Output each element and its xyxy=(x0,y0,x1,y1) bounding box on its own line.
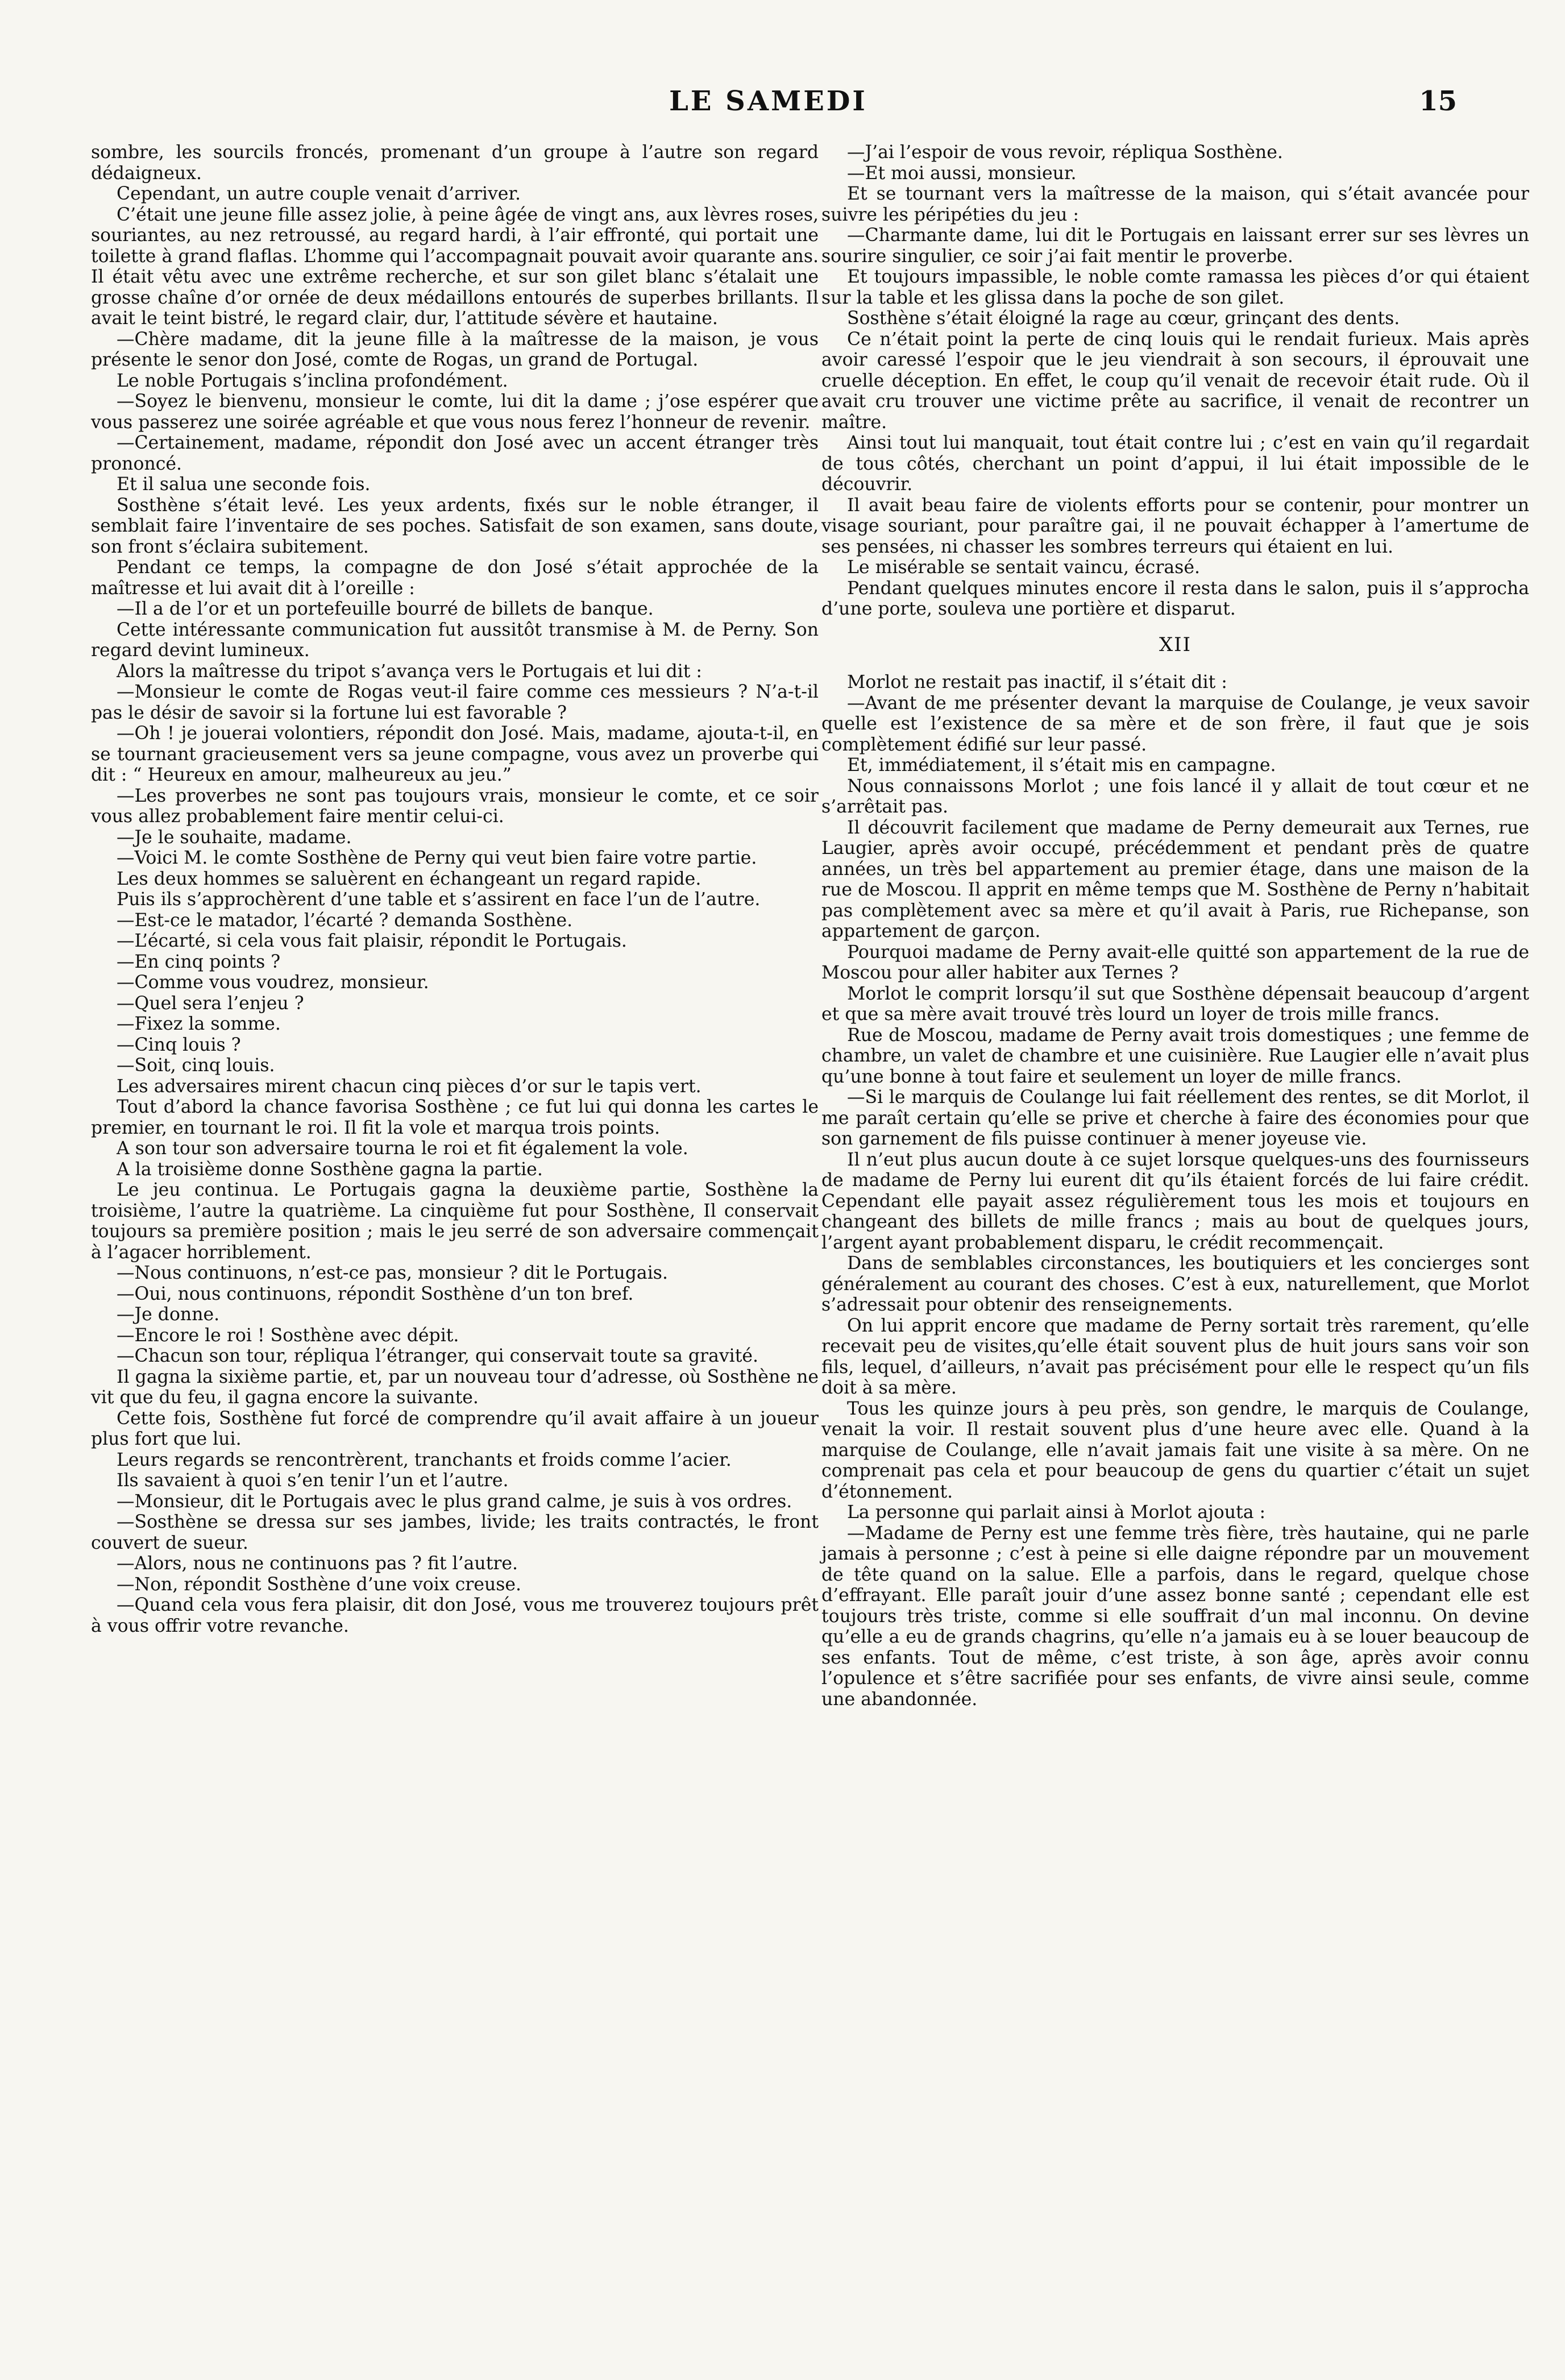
paragraph: —Je le souhaite, madame. xyxy=(117,827,352,848)
paragraph: Leurs regards se rencontrèrent, tranchants et froids comme l’acier. xyxy=(117,1449,732,1470)
paragraph: Cette fois, Sosthène fut forcé de comprendre qu’il avait affaire à un joueur plus fort que lui. xyxy=(91,1408,819,1449)
paragraph: —Et moi aussi, monsieur. xyxy=(847,163,1077,184)
paragraph: —Monsieur, dit le Portugais avec le plus grand calme, je suis à vos ordres. xyxy=(117,1491,792,1512)
paragraph: —Certainement, madame, répondit don José avec un accent étranger très prononcé. xyxy=(91,433,819,474)
paragraph: —Encore le roi ! Sosthène avec dépit. xyxy=(117,1325,459,1346)
paragraph: Il gagna la sixième partie, et, par un nouveau tour d’adresse, où Sosthène ne vit que du feu, il gagna encore la suivante. xyxy=(91,1366,819,1408)
paragraph: —Comme vous voudrez, monsieur. xyxy=(117,972,429,993)
paragraph: Les adversaires mirent chacun cinq pièces d’or sur le tapis vert. xyxy=(117,1076,701,1097)
paragraph: Pendant quelques minutes encore il resta dans le salon, puis il s’approcha d’une porte, souleva une portière et disparut. xyxy=(821,578,1529,619)
paragraph: Rue de Moscou, madame de Perny avait trois domestiques ; une femme de chambre, un valet de chambre et une cuisinière. Rue Laugier elle n’avait plus qu’une bonne à tout faire et seulement un loyer de mille francs. xyxy=(821,1025,1529,1087)
paragraph: —Quand cela vous fera plaisir, dit don José, vous me trouverez toujours prêt à vous offrir votre revanche. xyxy=(91,1595,819,1636)
paragraph: —Voici M. le comte Sosthène de Perny qui veut bien faire votre partie. xyxy=(117,848,757,868)
paragraph: Morlot le comprit lorsqu’il sut que Sosthène dépensait beaucoup d’argent et que sa mère avait trouvé très lourd un loyer de trois mille francs. xyxy=(821,983,1529,1025)
paragraph: Il avait beau faire de violents efforts pour se contenir, pour montrer un visage souriant, pour paraître gai, il ne pouvait échapper à l’amertume de ses pensées, ni chasser les sombres terreurs qui étaient en lui. xyxy=(821,495,1529,557)
paragraph: Sosthène s’était éloigné la rage au cœur, grinçant des dents. xyxy=(847,308,1400,329)
left-column xyxy=(91,142,819,1636)
paragraph: Le noble Portugais s’inclina profondément. xyxy=(117,370,508,391)
paragraph: —Si le marquis de Coulange lui fait réellement des rentes, se dit Morlot, il me paraît certain qu’elle se prive et cherche à faire des économies pour que son garnement de fils puisse continuer à mener joyeuse vie. xyxy=(821,1087,1529,1149)
paragraph: —Fixez la somme. xyxy=(117,1014,281,1034)
paragraph: La personne qui parlait ainsi à Morlot ajouta : xyxy=(847,1502,1266,1523)
right-column-part-one xyxy=(821,142,1529,620)
paragraph: —Les proverbes ne sont pas toujours vrais, monsieur le comte, et ce soir vous allez probablement faire mentir celui-ci. xyxy=(91,785,819,827)
paragraph: —Quel sera l’enjeu ? xyxy=(117,993,304,1014)
paragraph: Il n’eut plus aucun doute à ce sujet lorsque quelques-uns des fournisseurs de madame de Perny lui eurent dit qu’ils étaient forcés de lui faire crédit. Cependant elle payait assez régulièrement tous les mois et toujours en changeant des billets de mille francs ; mais au bout de quelques jours, l’argent ayant probablement disparu, le crédit recommençait. xyxy=(821,1149,1529,1253)
right-column-part-two xyxy=(821,672,1529,1710)
paragraph: Nous connaissons Morlot ; une fois lancé il y allait de tout cœur et ne s’arrêtait pas. xyxy=(821,776,1529,817)
paragraph: Et toujours impassible, le noble comte ramassa les pièces d’or qui étaient sur la table et les glissa dans la poche de son gilet. xyxy=(821,267,1529,308)
paragraph: —Chère madame, dit la jeune fille à la maîtresse de la maison, je vous présente le senor don José, comte de Rogas, un grand de Portugal. xyxy=(91,329,819,370)
paragraph: Dans de semblables circonstances, les boutiquiers et les concierges sont généralement au courant des choses. C’est à eux, naturellement, que Morlot s’adressait pour obtenir des renseignements. xyxy=(821,1253,1529,1315)
paragraph: Et il salua une seconde fois. xyxy=(117,474,371,495)
paragraph: Et se tournant vers la maîtresse de la maison, qui s’était avancée pour suivre les péripéties du jeu : xyxy=(821,184,1529,225)
paragraph: —Soyez le bienvenu, monsieur le comte, lui dit la dame ; j’ose espérer que vous passerez une soirée agréable et que vous nous ferez l’honneur de revenir. xyxy=(91,391,819,433)
paragraph: Il découvrit facilement que madame de Perny demeurait aux Ternes, rue Laugier, après avoir occupé, précédemment et pendant près de quatre années, un très bel appartement au premier étage, dans une maison de la rue de Moscou. Il apprit en même temps que M. Sosthène de Perny n’habitait pas complètement avec sa mère et qu’il avait à Paris, rue Richepanse, son appartement de garçon. xyxy=(821,817,1529,942)
paragraph: —Nous continuons, n’est-ce pas, monsieur ? dit le Portugais. xyxy=(117,1263,668,1283)
paragraph: —Sosthène se dressa sur ses jambes, livide; les traits contractés, le front couvert de sueur. xyxy=(91,1512,819,1553)
page-header xyxy=(80,85,1457,131)
paragraph: Ils savaient à quoi s’en tenir l’un et l’autre. xyxy=(117,1470,509,1491)
paragraph: Tous les quinze jours à peu près, son gendre, le marquis de Coulange, venait la voir. Il restait souvent plus d’une heure avec elle. Quand à la marquise de Coulange, elle n’avait jamais fait une visite à sa mère. On ne comprenait pas cela et pour beaucoup de gens du quartier c’était un sujet d’étonnement. xyxy=(821,1398,1529,1502)
paragraph: Le jeu continua. Le Portugais gagna la deuxième partie, Sosthène la troisième, l’autre la quatrième. La cinquième fut pour Sosthène, Il conservait toujours sa première position ; mais le jeu serré de son adversaire commençait à l’agacer horriblement. xyxy=(91,1180,819,1263)
paragraph: —L’écarté, si cela vous fait plaisir, répondit le Portugais. xyxy=(117,931,627,951)
paragraph: C’était une jeune fille assez jolie, à peine âgée de vingt ans, aux lèvres roses, souriantes, au nez retroussé, au regard hardi, à l’air effronté, qui portait une toilette à grand flaflas. L’homme qui l’accompagnait pouvait avoir quarante ans. Il était vêtu avec une extrême recherche, et sur son gilet blanc s’étalait une grosse chaîne d’or ornée de deux médaillons entourés de superbes brillants. Il avait le teint bistré, le regard clair, dur, l’attitude sévère et hautaine. xyxy=(91,204,819,329)
right-column xyxy=(821,142,1529,1710)
paragraph: Et, immédiatement, il s’était mis en campagne. xyxy=(847,755,1276,776)
paragraph: —Avant de me présenter devant la marquise de Coulange, je veux savoir quelle est l’existence de sa mère et de son frère, il faut que je sois complètement édifié sur leur passé. xyxy=(821,693,1529,755)
paragraph: A son tour son adversaire tourna le roi et fit également la vole. xyxy=(117,1138,688,1159)
paragraph: Alors la maîtresse du tripot s’avança vers le Portugais et lui dit : xyxy=(117,661,703,682)
paragraph: Puis ils s’approchèrent d’une table et s’assirent en face l’un de l’autre. xyxy=(117,889,761,910)
paragraph: Tout d’abord la chance favorisa Sosthène ; ce fut lui qui donna les cartes le premier, en tournant le roi. Il fit la vole et marqua trois points. xyxy=(91,1097,819,1138)
paragraph: On lui apprit encore que madame de Perny sortait très rarement, qu’elle recevait peu de visites,qu’elle était souvent plus de huit jours sans voir son fils, lequel, d’ailleurs, n’avait pas précisément pour elle le respect qu’un fils doit à sa mère. xyxy=(821,1315,1529,1398)
paragraph: —Chacun son tour, répliqua l’étranger, qui conservait toute sa gravité. xyxy=(117,1346,759,1366)
paragraph: Ce n’était point la perte de cinq louis qui le rendait furieux. Mais après avoir caressé l’espoir que le jeu viendrait à son secours, il éprouvait une cruelle déception. En effet, le coup qu’il venait de recevoir était rude. Où il avait cru trouver une victime prête au sacrifice, il venait de recontrer un maître. xyxy=(821,329,1529,433)
paragraph: Sosthène s’était levé. Les yeux ardents, fixés sur le noble étranger, il semblait faire l’inventaire de ses poches. Satisfait de son examen, sans doute, son front s’éclaira subitement. xyxy=(91,495,819,557)
paragraph: —Oui, nous continuons, répondit Sosthène d’un ton bref. xyxy=(117,1283,634,1304)
paragraph: —Je donne. xyxy=(117,1304,220,1325)
chapter-heading: XII xyxy=(1159,633,1192,656)
paragraph: A la troisième donne Sosthène gagna la partie. xyxy=(117,1159,543,1180)
paragraph: —Non, répondit Sosthène d’une voix creuse. xyxy=(117,1574,522,1595)
paragraph: Cependant, un autre couple venait d’arriver. xyxy=(117,184,521,204)
paragraph: Pourquoi madame de Perny avait-elle quitté son appartement de la rue de Moscou pour aller habiter aux Ternes ? xyxy=(821,942,1529,983)
paragraph: Ainsi tout lui manquait, tout était contre lui ; c’est en vain qu’il regardait de tous côtés, cherchant un point d’appui, il lui était impossible de le découvrir. xyxy=(821,433,1529,495)
paragraph: Pendant ce temps, la compagne de don José s’était approchée de la maîtresse et lui avait dit à l’oreille : xyxy=(91,557,819,599)
paragraph: Morlot ne restait pas inactif, il s’était dit : xyxy=(847,672,1227,693)
paragraph: —Est-ce le matador, l’écarté ? demanda Sosthène. xyxy=(117,910,573,931)
paragraph: —Charmante dame, lui dit le Portugais en laissant errer sur ses lèvres un sourire singulier, ce soir j’ai fait mentir le proverbe. xyxy=(821,225,1529,267)
paragraph: —Il a de l’or et un portefeuille bourré de billets de banque. xyxy=(117,599,654,619)
paragraph: Cette intéressante communication fut aussitôt transmise à M. de Perny. Son regard devint lumineux. xyxy=(91,619,819,661)
paragraph: —Cinq louis ? xyxy=(117,1034,241,1055)
page-number: 15 xyxy=(1419,85,1457,117)
paragraph: sombre, les sourcils froncés, promenant d’un groupe à l’autre son regard dédaigneux. xyxy=(91,142,819,184)
paragraph: —Oh ! je jouerai volontiers, répondit don José. Mais, madame, ajouta-t-il, en se tournant gracieusement vers sa jeune compagne, vous avez un proverbe qui dit : “ Heureux en amour, malheureux au jeu.” xyxy=(91,723,819,785)
paragraph: —Monsieur le comte de Rogas veut-il faire comme ces messieurs ? N’a-t-il pas le désir de savoir si la fortune lui est favorable ? xyxy=(91,682,819,723)
publication-title: LE SAMEDI xyxy=(669,85,867,117)
paragraph: —Soit, cinq louis. xyxy=(117,1055,275,1076)
paragraph: —En cinq points ? xyxy=(117,951,281,972)
paragraph: —Alors, nous ne continuons pas ? fit l’autre. xyxy=(117,1553,518,1574)
paragraph: —Madame de Perny est une femme très fière, très hautaine, qui ne parle jamais à personne ; c’est à peine si elle daigne répondre par un mouvement de tête quand on la salue. Elle a parfois, dans le regard, quelque chose d’effrayant. Elle paraît jouir d’une assez bonne santé ; cependant elle est toujours très triste, comme si elle souffrait d’un mal inconnu. On devine qu’elle a eu de grands chagrins, qu’elle n’a jamais eu à se louer beaucoup de ses enfants. Tout de même, c’est triste, à son âge, après avoir connu l’opulence et s’être sacrifiée pour ses enfants, de vivre ainsi seule, comme une abandonnée. xyxy=(821,1523,1529,1710)
paragraph: Les deux hommes se saluèrent en échangeant un regard rapide. xyxy=(117,868,701,889)
paragraph: —J’ai l’espoir de vous revoir, répliqua Sosthène. xyxy=(847,142,1283,163)
paragraph: Le misérable se sentait vaincu, écrasé. xyxy=(847,557,1200,578)
